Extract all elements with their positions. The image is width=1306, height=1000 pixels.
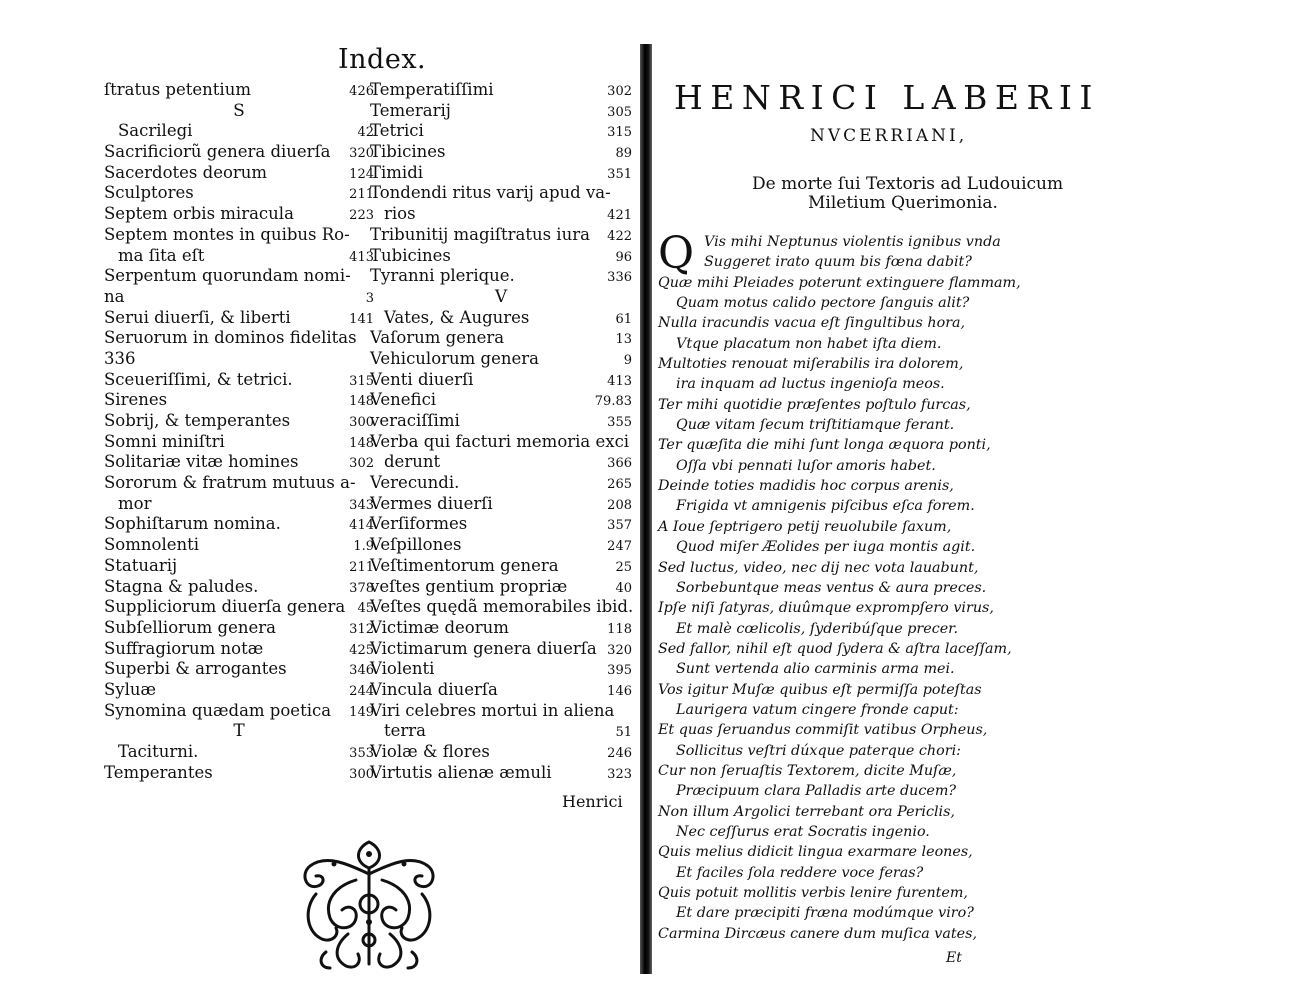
index-entry-term: Victimæ deorum [370,617,509,637]
author-heading: HENRICI LABERII [674,78,1100,117]
index-entry [104,680,374,701]
index-entry-term: Viri celebres mortui in aliena [370,700,615,720]
index-entry-term: Suffragiorum notæ [104,638,264,658]
index-entry-term: Veſpillones [370,535,462,555]
index-entry [104,370,374,391]
index-entry [104,308,374,329]
index-entry-page: 414 [349,518,374,534]
poem-verse-line: Laurigera vatum cingere fronde caput: [676,701,959,718]
index-entry-page: 320 [349,146,374,162]
index-entry [104,432,374,453]
index-entry-page: 247 [607,539,632,555]
index-entry-page: 302 [349,456,374,472]
index-entry [370,349,632,370]
index-entry [104,390,374,411]
index-entry-page: 425 [349,642,374,658]
index-entry-page: 305 [607,104,632,120]
index-entry-term: Sacerdotes deorum [104,162,268,182]
index-entry-term: Temerarij [370,100,451,120]
poem-verse-line: Vos igitur Muſæ quibus eſt permiſſa poteſtas [658,681,982,698]
index-entry-page: 124 [349,166,374,182]
index-entry-term: Stagna & paludes. [104,576,259,596]
poem-verse-line: Ipſe niſi ſatyras, diuûmque exprompſero virus, [658,600,994,617]
index-entry-page: 211 [349,187,374,203]
poem-verse-line: Cur non ſeruaſtis Textorem, dicite Muſæ, [658,762,957,779]
index-entry [370,432,632,453]
index-entry-page: 13 [615,332,632,348]
index-entry-term: Statuarij [104,555,178,575]
index-catchword: Henrici [562,792,623,811]
index-entry-term: Vermes diuerſi [370,493,493,513]
index-entry [104,328,374,349]
index-entry-page: 426 [349,84,374,99]
index-entry [370,163,632,184]
index-entry [104,597,374,618]
poem-body [658,228,1021,944]
index-entry-page: 211 [349,559,374,575]
poem-verse-line: Ter quæſita die mihi ſunt longa æquora ponti, [658,437,991,454]
index-entry-term: Tibicines [370,142,446,162]
index-entry-term: Somnolenti [104,535,200,555]
index-entry-page: 346 [349,663,374,679]
index-entry-term: Verſiformes [370,514,468,534]
index-entry-page: 357 [607,518,632,534]
index-entry-term: Violæ & flores [370,742,490,761]
index-entry-page: 45 [357,601,374,617]
index-entry [370,494,632,515]
index-entry-term: ſtratus petentium [104,80,251,99]
index-entry-page: 336 [607,270,632,286]
poem-verse-line: Et faciles ſola reddere voce feras? [676,864,924,881]
poem-verse-line: Nec ceſſurus erat Socratis ingenio. [676,823,930,840]
left-page [0,0,640,1000]
index-entry-page: 146 [607,683,632,699]
index-entry [370,763,632,784]
poem-verse-line: Et malè cœlicolis, ſyderibúſque precer. [676,620,958,637]
index-entry-term: Temperatiſſimi [370,80,494,99]
index-entry-page: 25 [615,559,632,575]
poem-verse-line: Præcipuum clara Palladis arte ducem? [676,783,957,800]
index-entry [104,763,374,784]
index-entry-page: 323 [607,766,632,782]
index-entry [370,204,632,225]
index-entry-term: Veſtes quędã memorabiles ibid. [370,597,634,617]
index-entry-page: 300 [349,415,374,430]
index-entry [104,639,374,660]
poem-verse-line: Carmina Dircæus canere dum muſica vates, [658,925,977,942]
poem-verse-line: Sed fallor, nihil eſt quod ſydera & aſtra laceſſam, [658,640,1012,657]
index-entry-term: Vehiculorum genera [370,348,539,368]
index-entry-term: veſtes gentium propriæ [370,576,568,596]
index-entry [104,535,374,556]
index-entry [104,742,374,763]
index-section-letter: S [233,100,245,121]
index-entry [370,411,632,432]
index-entry [370,183,632,204]
index-entry-page: 351 [607,166,632,182]
index-entry [104,577,374,598]
index-entry [370,659,632,680]
index-entry [104,494,374,515]
index-entry [104,452,374,473]
index-column-right [370,80,632,783]
index-entry [104,204,374,225]
index-entry-page: 149 [349,704,374,720]
index-entry-page: 79.83 [594,394,632,410]
index-entry-term: Septem orbis miracula [104,204,294,224]
index-entry [370,742,632,763]
index-entry [370,101,632,122]
index-entry-term: derunt [384,452,441,472]
index-entry-page: 413 [349,249,374,265]
poem-verse-line: A Ioue ſeptrigero petij reuolubile ſaxum, [658,518,952,535]
index-entry [370,390,632,411]
poem-verse-line: Quæ mihi Pleiades poterunt extinguere flammam, [658,274,1021,291]
index-entry-term: Serui diuerſi, & liberti [104,307,291,327]
index-entry-page: 300 [349,766,374,782]
drop-capital: Q [658,228,695,279]
poem-verse-line: Quam motus calido pectore ſanguis alit? [676,295,970,312]
index-entry-page: 302 [607,84,632,99]
index-entry-term: Tubicines [370,245,451,265]
index-entry-term: Virtutis alienæ æmuli [370,762,552,782]
index-entry [104,142,374,163]
index-entry [370,721,632,742]
index-entry-term: Vates, & Augures [384,307,530,327]
index-entry [104,556,374,577]
poem-verse-line: Sed luctus, video, nec dij nec vota lauabunt, [658,559,979,576]
index-entry-term: Timidi [370,162,424,182]
index-entry-term: Venefici [370,390,437,410]
index-entry-term: Sculptores [104,183,194,203]
index-entry [370,80,632,101]
index-entry-term: Synomina quædam poetica [104,700,332,720]
index-entry-page: 148 [349,435,374,451]
index-entry-page: 315 [349,373,374,389]
index-entry-page: 148 [349,394,374,410]
index-entry-page: 42 [357,125,374,141]
index-entry-term: Syluæ [104,679,157,699]
index-entry-term: Serpentum quorundam nomi- [104,266,351,286]
index-entry-page: 9 [623,352,632,368]
poem-verse-line: Quis melius didicit lingua exarmare leones, [658,844,973,861]
index-entry [104,183,374,204]
poem-verse-line: Ter mihi quotidie præſentes poſtulo furcas, [658,396,971,413]
index-section-letter: V [494,286,508,307]
index-entry-term: Solitariæ vitæ homines [104,452,299,472]
index-entry [370,225,632,246]
poem-verse-line: Sunt vertenda alio carminis arma mei. [676,661,955,678]
index-entry [104,246,374,267]
index-entry [104,121,374,142]
index-entry [370,639,632,660]
index-entry-page: 413 [607,373,632,389]
index-entry-page: 61 [615,311,632,327]
index-entry-term: Veſtimentorum genera [370,555,559,575]
index-entry-term: rios [384,204,416,224]
index-entry-page: 89 [615,146,632,162]
index-entry [370,535,632,556]
poem-verse-line: Suggeret irato quum bis fœna dabit? [704,254,972,271]
index-entry-term: Sacrilegi [118,121,193,141]
poem-verse-line: Oſſa vbi pennati luſor amoris habet. [676,457,936,474]
index-entry-term: Vincula diuerſa [370,679,498,699]
index-entry [370,142,632,163]
index-entry-term: mor [118,493,152,513]
index-entry-page: 246 [607,746,632,761]
index-entry-page: 265 [607,477,632,493]
index-entry [370,680,632,701]
index-entry [104,514,374,535]
index-title: Index. [338,44,427,75]
index-entry-term: Subſelliorum genera [104,617,276,637]
printers-ornament-icon [296,834,442,974]
index-entry-page: 378 [349,580,374,596]
poem-catchword: Et [946,950,962,966]
index-entry [370,266,632,287]
index-entry [104,659,374,680]
index-entry-page: 51 [615,725,632,741]
poem-verse-line: Et dare præcipiti fræna modúmque viro? [676,905,974,922]
index-entry [370,370,632,391]
index-entry-page: 223 [349,208,374,224]
index-entry-term: terra [384,721,427,741]
index-entry-term: Sirenes [104,390,168,410]
index-entry [370,577,632,598]
index-entry [104,80,374,101]
index-column-left [104,80,374,783]
index-section-letter: T [233,721,245,742]
index-entry [104,287,374,308]
index-entry-term: Vaſorum genera [370,328,505,348]
index-entry [104,473,374,494]
poem-verse-line: Deinde toties madidis hoc corpus arenis, [658,478,954,495]
index-entry-term: Somni miniſtri [104,431,225,451]
index-entry-term: Venti diuerſi [370,369,474,389]
index-entry-term: veraciſſimi [370,411,460,430]
index-entry [370,701,632,722]
index-entry [370,556,632,577]
poem-verse-line: Quod miſer Æolides per iuga montis agit. [676,539,976,556]
index-entry-term: Superbi & arrogantes [104,659,287,679]
poem-verse-line: Multoties renouat miſerabilis ira dolorem, [658,356,964,373]
index-entry-page: 141 [349,311,374,327]
index-entry-page: 353 [349,746,374,761]
index-entry [370,308,632,329]
index-entry-term: Temperantes [104,762,213,782]
index-entry [104,266,374,287]
index-entry-page: 1.9 [353,539,374,555]
index-entry [370,597,632,618]
index-entry-term: na [104,286,125,306]
poem-verse-line: Vtque placatum non habet iſta diem. [676,335,942,352]
book-gutter [640,44,652,974]
index-entry [370,514,632,535]
poem-subtitle-line-1: De morte ſui Textoris ad Ludouicum [752,174,1064,194]
index-entry-page: 244 [349,683,374,699]
index-entry-page: 422 [607,228,632,244]
poem-verse-line: Sorbebuntque meas ventus & aura preces. [676,579,987,596]
index-entry-term: Septem montes in quibus Ro- [104,224,350,244]
poem-verse-line: ira inquam ad luctus ingenioſa meos. [676,376,945,393]
index-entry-term: Sobrij, & temperantes [104,411,291,430]
index-entry-term: Tondendi ritus varij apud va- [370,183,611,203]
index-entry-term: Sceueriſſimi, & tetrici. [104,369,293,389]
index-entry [370,328,632,349]
index-entry-page: 343 [349,497,374,513]
index-entry-page: 366 [607,456,632,472]
poem-verse-line: Sollicitus veſtri dúxque paterque chori: [676,742,961,759]
index-entry-page: 315 [607,125,632,141]
index-entry-page: 395 [607,663,632,679]
index-entry-term: Seruorum in dominos fidelitas [104,328,357,348]
index-entry-page: 3 [365,290,374,306]
index-entry [104,349,374,370]
poem-verse-line: Vis mihi Neptunus violentis ignibus vnda [704,234,1001,250]
index-entry-term: Violenti [370,659,435,679]
index-entry-page: 320 [607,642,632,658]
index-entry-term: Tyranni plerique. [370,266,515,286]
index-entry-term: Taciturni. [118,742,199,761]
index-entry-term: Verecundi. [370,473,460,493]
index-entry [104,163,374,184]
index-entry [104,411,374,432]
index-entry-term: 336 [104,348,136,368]
index-entry-term: Sophiſtarum nomina. [104,514,281,534]
index-entry [104,701,374,722]
poem-verse-line: Quæ vitam ſecum triſtitiamque ferant. [676,417,955,434]
index-entry [370,121,632,142]
index-entry [104,225,374,246]
index-entry-term: ma ſita eſt [118,245,205,265]
index-entry-page: 312 [349,621,374,637]
index-entry [370,473,632,494]
index-entry [370,618,632,639]
poem-verse-line: Et quas ſeruandus commiſit vatibus Orpheus, [658,722,988,739]
index-entry-page: 208 [607,497,632,513]
right-page [652,0,1306,1000]
author-origin: NVCERRIANI, [810,126,968,146]
index-entry [370,246,632,267]
index-entry-page: 118 [607,621,632,637]
index-entry [370,452,632,473]
index-entry-page: 355 [607,415,632,430]
index-entry-term: Tetrici [370,121,424,141]
index-entry-page: 96 [615,249,632,265]
poem-subtitle-line-2: Miletium Querimonia. [808,193,998,213]
index-entry-term: Tribunitij magiſtratus iura [370,224,590,244]
poem-verse-line: Quis potuit mollitis verbis lenire furentem, [658,885,968,901]
poem-verse-line: Non illum Argolici terrebant ora Periclis, [658,803,955,820]
index-entry-page: 421 [607,208,632,224]
index-entry-term: Sororum & fratrum mutuus a- [104,473,356,493]
poem-verse-line: Nulla iracundis vacua eſt ſingultibus hora, [658,315,966,332]
index-entry-page: 40 [615,580,632,596]
poem-verse-line: Frigida vt amnigenis piſcibus eſca forem. [676,498,975,515]
index-entry-term: Suppliciorum diuerſa genera [104,597,346,617]
index-entry-term: Verba qui facturi memoria exci [370,431,630,451]
index-entry-term: Sacrificiorũ genera diuerſa [104,142,331,162]
index-entry [104,618,374,639]
index-entry-term: Victimarum genera diuerſa [370,638,597,658]
